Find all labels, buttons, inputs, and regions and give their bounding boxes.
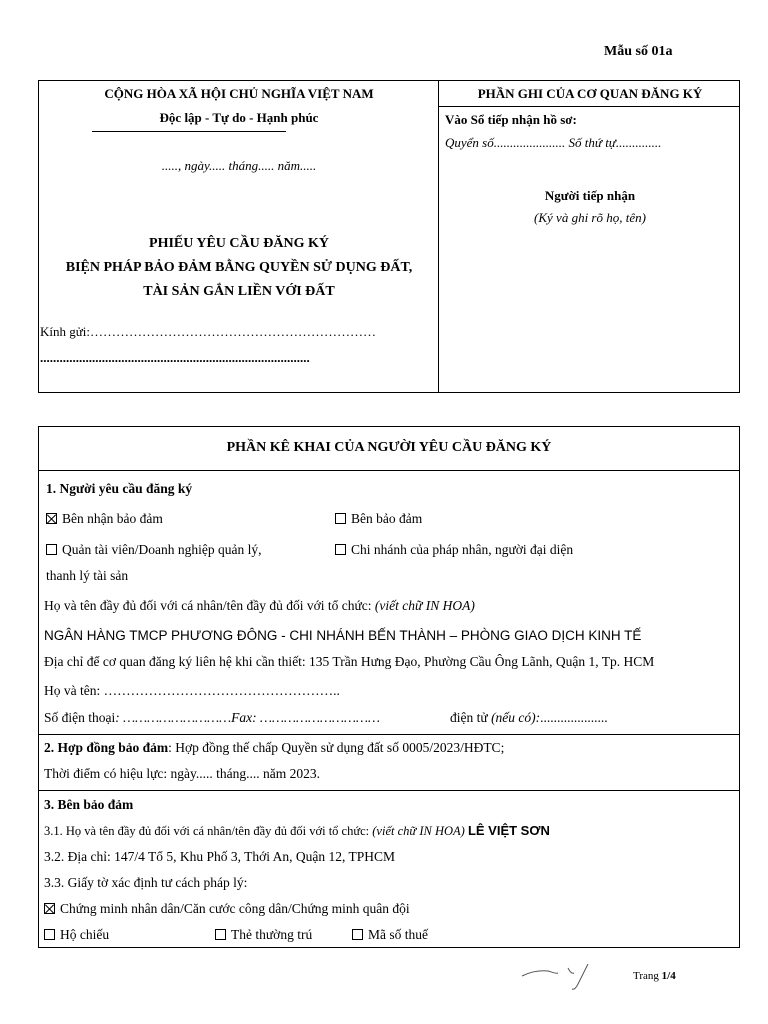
option-passport-label: Hộ chiếu: [60, 927, 110, 942]
receiver-title: Người tiếp nhận: [544, 188, 636, 203]
title-line-1: PHIẾU YÊU CẦU ĐĂNG KÝ: [149, 236, 329, 251]
option-manager[interactable]: [46, 542, 261, 558]
checkbox-icon[interactable]: [44, 929, 55, 940]
option-resident-card-label: Thẻ thường trú: [231, 927, 313, 942]
agency-heading: PHẦN GHI CỦA CƠ QUAN ĐĂNG KÝ: [477, 86, 703, 101]
requester-name-label-text: Họ và tên đầy đủ đối với cá nhân/tên đầy đủ đối với tổ chức:: [44, 598, 375, 613]
option-tax-code[interactable]: [352, 927, 428, 943]
requester-name-value: NGÂN HÀNG TMCP PHƯƠNG ĐÔNG - CHI NHÁNH BẾN THÀNH – PHÒNG GIAO DỊCH KINH TẾ: [44, 628, 642, 643]
checkbox-icon[interactable]: [46, 544, 57, 555]
form-code: Mẫu số 01a: [604, 44, 673, 59]
section-3-line: [38, 790, 740, 791]
option-id-card-label: Chứng minh nhân dân/Căn cước công dân/Chứng minh quân đội: [60, 901, 410, 916]
recipient-line: Kính gửi:…………………………………………………………: [40, 324, 377, 339]
page-value: 1/4: [661, 970, 676, 982]
motto: Độc lập - Tự do - Hạnh phúc: [159, 110, 319, 125]
phone-dots: : ………………………: [115, 710, 232, 725]
phone-label: Số điện thoại: [44, 710, 116, 725]
guarantor-name-line: [44, 823, 550, 839]
section-2-line: [38, 734, 740, 735]
contract-text: : Hợp đồng thế chấp Quyền sử dụng đất số 0005/2023/HĐTC;: [168, 740, 505, 755]
checkbox-icon[interactable]: [215, 929, 226, 940]
guarantor-name-hint: (viết chữ IN HOA): [372, 824, 468, 838]
option-manager-label-cont: thanh lý tài sản: [46, 568, 129, 583]
email-line: [450, 710, 608, 726]
date-line: ....., ngày..... tháng..... năm.....: [161, 158, 317, 173]
requester-name-hint: (viết chữ IN HOA): [374, 598, 475, 613]
legal-doc-label: 3.3. Giấy tờ xác định tư cách pháp lý:: [44, 875, 248, 890]
section-2-title: 2. Hợp đồng bảo đảm: [44, 740, 169, 755]
declaration-heading-line: [38, 470, 740, 471]
contact-fullname-line: Họ và tên: ……………………………………………..: [44, 683, 340, 698]
option-secured-party[interactable]: [46, 511, 163, 527]
option-secured-party-label: Bên nhận bảo đảm: [62, 511, 163, 526]
country-name: CỘNG HÒA XÃ HỘI CHỦ NGHĨA VIỆT NAM: [104, 86, 374, 101]
option-guarantor[interactable]: [335, 511, 422, 527]
email-dots: ....................: [540, 710, 608, 725]
requester-address: Địa chỉ để cơ quan đăng ký liên hệ khi cần thiết: 135 Trần Hưng Đạo, Phường Cầu Ông Lãnh, Quận 1, Tp. HCM: [44, 654, 655, 669]
checkbox-icon[interactable]: [335, 544, 346, 555]
agency-heading-line: [438, 106, 740, 107]
book-number-line: Quyển số...................... Số thứ tự..............: [445, 135, 662, 150]
guarantor-name-label: 3.1. Họ và tên đầy đủ đối với cá nhân/tên đầy đủ đối với tổ chức:: [44, 824, 373, 838]
option-resident-card[interactable]: [215, 927, 312, 943]
email-label: điện tử: [450, 710, 492, 725]
recipient-dots: ...................................................................................: [40, 350, 310, 365]
option-branch-label: Chi nhánh của pháp nhân, người đại diện: [351, 542, 574, 557]
checkbox-icon[interactable]: [352, 929, 363, 940]
option-branch[interactable]: [335, 542, 573, 558]
page-label: Trang: [633, 970, 662, 982]
option-manager-label: Quản tài viên/Doanh nghiệp quản lý,: [62, 542, 262, 557]
option-id-card[interactable]: [44, 901, 410, 917]
declaration-heading: PHẦN KÊ KHAI CỦA NGƯỜI YÊU CẦU ĐĂNG KÝ: [226, 440, 552, 455]
option-guarantor-label: Bên bảo đảm: [351, 511, 423, 526]
register-label: Vào Sổ tiếp nhận hồ sơ:: [445, 112, 577, 127]
fax-dots: …………………………: [256, 710, 381, 725]
header-divider: [438, 80, 439, 393]
email-hint: (nếu có):: [491, 710, 541, 725]
option-tax-code-label: Mã số thuế: [368, 927, 428, 942]
guarantor-name-value: LÊ VIỆT SƠN: [467, 823, 550, 838]
requester-name-label: [44, 598, 475, 614]
signature-icon: [520, 962, 600, 994]
contract-effective-date: Thời điểm có hiệu lực: ngày..... tháng.... năm 2023.: [44, 766, 321, 781]
section-1-title: 1. Người yêu cầu đăng ký: [46, 481, 193, 496]
contact-line: [44, 710, 380, 726]
section-2-contract: [44, 740, 504, 756]
title-line-3: TÀI SẢN GẮN LIỀN VỚI ĐẤT: [143, 284, 335, 299]
checkbox-icon[interactable]: [335, 513, 346, 524]
receiver-sign-note: (Ký và ghi rõ họ, tên): [534, 210, 646, 225]
page-number: [633, 970, 676, 982]
checked-checkbox-icon[interactable]: [46, 513, 57, 524]
title-line-2: BIỆN PHÁP BẢO ĐẢM BẰNG QUYỀN SỬ DỤNG ĐẤT,: [65, 260, 413, 275]
checked-checkbox-icon[interactable]: [44, 903, 55, 914]
motto-underline: [92, 131, 286, 132]
fax-label: Fax:: [231, 710, 257, 725]
section-3-title: 3. Bên bảo đảm: [44, 797, 134, 812]
option-passport[interactable]: [44, 927, 109, 943]
guarantor-address: 3.2. Địa chỉ: 147/4 Tổ 5, Khu Phố 3, Thới An, Quận 12, TPHCM: [44, 849, 396, 864]
